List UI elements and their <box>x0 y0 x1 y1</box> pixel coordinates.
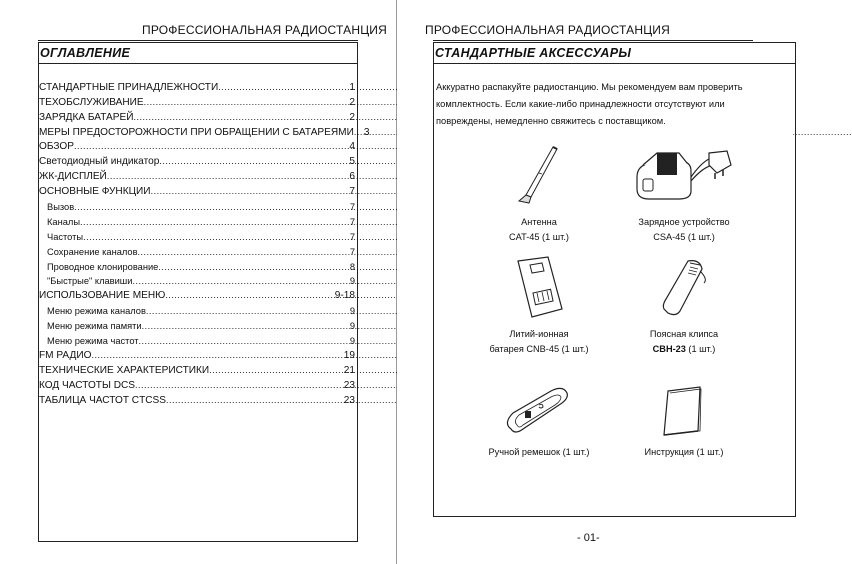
toc-subentry <box>39 257 355 272</box>
title-rule <box>39 63 357 64</box>
toc-entry-title: Частоты <box>47 231 84 242</box>
accessory-model: батарея CNB-45 (1 шт.) <box>489 344 589 354</box>
accessory-name: Ручной ремешок (1 шт.) <box>488 447 590 457</box>
toc-leader-dots <box>146 306 348 316</box>
toc-page-number: 19 <box>343 349 355 361</box>
toc-entry-title: "Быстрые" клавиши <box>47 276 133 287</box>
accessory-quantity: (1 шт.) <box>685 344 716 354</box>
toc-leader-dots <box>135 380 342 391</box>
toc-entry-title: ТЕХНИЧЕСКИЕ ХАРАКТЕРИСТИКИ <box>39 364 210 376</box>
section-title: ОГЛАВЛЕНИЕ <box>40 46 131 60</box>
toc-entry-title: ТАБЛИЦА ЧАСТОТ CTCSS <box>39 394 167 406</box>
toc-entry-title: Светодиодный индикатор <box>39 156 160 168</box>
toc-page-number: 9 <box>349 276 355 287</box>
toc-box <box>38 42 370 542</box>
accessory-model-code: CBH-23 <box>652 344 686 354</box>
accessory-name: Антенна <box>521 217 557 227</box>
toc-subentry <box>39 197 355 212</box>
toc-leader-dots <box>165 290 332 301</box>
manual-icon <box>644 383 724 439</box>
page-header: ПРОФЕССИОНАЛЬНАЯ РАДИОСТАНЦИЯ <box>142 23 387 37</box>
intro-paragraph: Аккуратно распакуйте радиостанцию. Мы рекомендуем вам проверить комплектность. Если какие-либо принадлежности отсутствуют или повреждены, немедленно свяжитесь с поставщиком. <box>436 82 743 126</box>
accessory-name: Поясная клипса <box>649 329 719 339</box>
toc-leader-dots <box>144 97 348 108</box>
toc-page-number: 7 <box>349 231 355 242</box>
toc-entry-title: КОД ЧАСТОТЫ DCS <box>39 379 136 391</box>
toc-page-number: 4 <box>349 141 355 153</box>
toc-page-number: 6 <box>349 171 355 183</box>
toc-leader-dots <box>132 276 347 286</box>
toc-entry <box>39 167 355 182</box>
toc-entry-title: ЖК-ДИСПЛЕЙ <box>39 171 107 183</box>
toc-page-number: 2 <box>349 111 355 123</box>
accessory-name: Зарядное устройство <box>638 217 730 227</box>
toc-page-number: 3 <box>363 126 370 138</box>
header-rule <box>433 40 753 41</box>
toc-subentry <box>39 212 355 227</box>
toc-entry-title: Меню режима каналов <box>47 306 146 317</box>
accessory-name: Инструкция (1 шт.) <box>644 447 724 457</box>
toc-leader-dots <box>142 321 348 331</box>
toc-leader-dots <box>209 365 342 376</box>
toc-page-number: 8 <box>349 261 355 272</box>
toc-page-number: 5 <box>349 156 355 168</box>
toc-entry <box>39 108 355 123</box>
belt-clip-icon <box>644 255 724 321</box>
accessory-antenna <box>464 143 614 245</box>
toc-leader-dots <box>151 186 348 197</box>
toc-page-number: 7 <box>349 216 355 227</box>
toc-entry-title: ТЕХОБСЛУЖИВАНИЕ <box>39 96 144 108</box>
accessory-belt-clip <box>609 255 759 357</box>
toc-page-number: 9-18 <box>334 290 355 302</box>
toc-entry-title: ИСПОЛЬЗОВАНИЕ МЕНЮ <box>39 290 166 302</box>
accessory-model: CAT-45 (1 шт.) <box>509 232 569 242</box>
toc-entry <box>39 138 355 153</box>
toc-entry-title: ОБЗОР <box>39 141 74 153</box>
toc-page-number: 1 <box>349 81 355 93</box>
toc-page-number: 9 <box>349 336 355 347</box>
toc-leader-dots <box>159 156 347 167</box>
toc-subentry <box>39 227 355 242</box>
toc-leader-dots <box>139 336 348 346</box>
toc-leader-dots <box>138 247 348 257</box>
toc-page-number: 7 <box>349 202 355 213</box>
toc-leader-dots <box>218 82 347 93</box>
section-title: СТАНДАРТНЫЕ АКСЕССУАРЫ <box>435 46 632 60</box>
toc-entry <box>39 78 355 93</box>
toc-page-number: 23 <box>343 379 355 391</box>
toc-page-number: 21 <box>343 364 355 376</box>
toc-entry <box>39 361 355 376</box>
toc-subentry <box>39 242 355 257</box>
toc-entry-title: Сохранение каналов <box>47 246 138 257</box>
toc-leader-dots <box>107 171 348 182</box>
right-page <box>397 0 793 564</box>
battery-icon <box>504 255 574 321</box>
toc-leader-dots <box>134 112 348 123</box>
antenna-icon <box>509 143 569 213</box>
page-header: ПРОФЕССИОНАЛЬНАЯ РАДИОСТАНЦИЯ <box>425 23 670 37</box>
accessory-model: CSA-45 (1 шт.) <box>653 232 715 242</box>
toc-entry <box>39 152 355 167</box>
toc-entry <box>39 346 355 361</box>
toc-entry-title: ОСНОВНЫЕ ФУНКЦИИ <box>39 186 151 198</box>
toc-entry-title: Каналы <box>47 216 80 227</box>
accessory-charger <box>609 143 759 245</box>
toc-entry <box>39 391 355 406</box>
toc-page-number: 9 <box>349 306 355 317</box>
toc-page-number: 7 <box>349 246 355 257</box>
header-rule <box>38 40 358 41</box>
toc-entry-title: ЗАРЯДКА БАТАРЕЙ <box>39 111 134 123</box>
toc-subentry <box>39 272 355 287</box>
toc-leader-dots <box>83 232 348 242</box>
toc-subentry <box>39 331 355 346</box>
accessories-box <box>433 42 796 517</box>
left-page <box>0 0 396 564</box>
toc-page-number: 9 <box>349 321 355 332</box>
toc-entry-title: Вызов <box>47 202 75 213</box>
accessory-name: Литий-ионная <box>509 329 569 339</box>
toc-entry <box>39 123 370 138</box>
toc-entry-title: Проводное клонирование <box>47 261 159 272</box>
toc-entry <box>39 93 355 108</box>
accessory-battery <box>464 255 614 357</box>
toc-leader-dots <box>80 217 348 227</box>
accessory-hand-strap <box>464 383 614 460</box>
toc-subentry <box>39 316 355 331</box>
toc-entry <box>39 182 355 197</box>
accessory-manual <box>609 383 759 460</box>
toc-leader-dots <box>74 202 348 212</box>
toc-entry-title: FM РАДИО <box>39 349 92 361</box>
toc-page-number: 2 <box>349 96 355 108</box>
toc-entry-title: Меню режима памяти <box>47 321 142 332</box>
table-of-contents <box>39 78 370 406</box>
accessory-model <box>609 342 759 357</box>
toc-page-number: 7 <box>349 186 355 198</box>
toc-subentry <box>39 301 355 316</box>
toc-entry-title: СТАНДАРТНЫЕ ПРИНАДЛЕЖНОСТИ <box>39 81 219 93</box>
hand-strap-icon <box>499 383 579 439</box>
toc-entry <box>39 286 355 301</box>
toc-entry <box>39 376 355 391</box>
toc-leader-dots <box>158 262 347 272</box>
toc-leader-dots <box>354 127 362 138</box>
page-number: - 01- <box>577 532 600 544</box>
toc-leader-dots <box>166 395 342 406</box>
toc-leader-dots <box>91 350 341 361</box>
charger-icon <box>629 143 739 213</box>
title-rule <box>434 63 795 64</box>
toc-entry-title: МЕРЫ ПРЕДОСТОРОЖНОСТИ ПРИ ОБРАЩЕНИИ С БАТАРЕЯМИ <box>39 126 354 138</box>
toc-entry-title: Меню режима частот <box>47 336 139 347</box>
toc-leader-dots <box>74 141 347 152</box>
toc-page-number: 23 <box>343 394 355 406</box>
